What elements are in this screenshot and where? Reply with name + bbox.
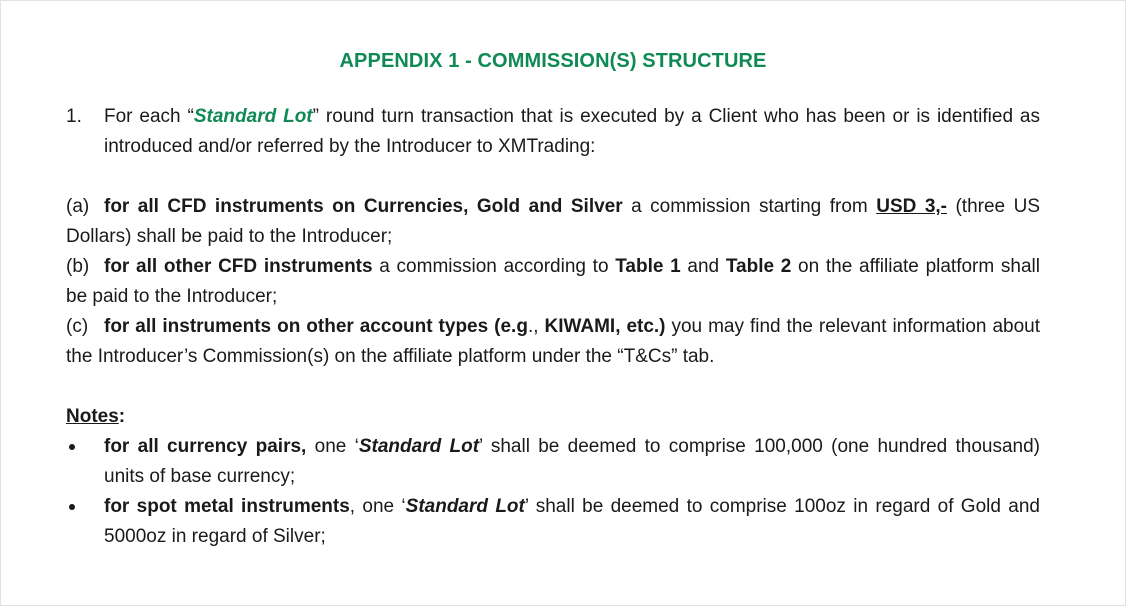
bullet-text-pre: one ‘ — [306, 436, 359, 457]
table-1-ref: Table 1 — [615, 256, 681, 277]
notes-colon: : — [118, 406, 126, 427]
bullet-body — [104, 492, 1040, 552]
bullet-text-post: ’ shall be deemed to comprise 100,000 (one hundred thousand) units of base currency; — [104, 436, 1041, 487]
notes-bullet-1 — [66, 432, 1040, 492]
clause-text: (three US Dollars) shall be paid to the Introducer; — [66, 196, 1040, 247]
clause-a — [66, 192, 1040, 252]
bullet-dot-icon — [66, 492, 104, 552]
clause-bold: for all other CFD instruments — [104, 256, 373, 277]
clause-text: on the affiliate platform shall be paid to the Introducer; — [66, 256, 1040, 307]
item-text-post: ” round turn transaction that is executed by a Client who has been or is identified as introduced and/or referred by the Introducer to XMTrading: — [104, 106, 1040, 157]
standard-lot-emphasis: Standard Lot — [358, 436, 480, 457]
clause-text: and — [680, 256, 726, 277]
standard-lot-emphasis: Standard Lot — [193, 106, 313, 127]
standard-lot-emphasis: Standard Lot — [405, 496, 525, 517]
notes-heading — [66, 402, 1040, 432]
bullet-dot-icon — [66, 432, 104, 492]
item-text-pre: For each “ — [104, 106, 194, 127]
bullet-text-post: ’ shall be deemed to comprise 100oz in regard of Gold and 5000oz in regard of Silver; — [104, 496, 1040, 547]
clause-text: a commission starting from — [622, 196, 877, 217]
clause-bold: for all CFD instruments on Currencies, Gold and Silver — [104, 196, 623, 217]
commission-amount: USD 3,- — [876, 196, 947, 217]
bullet-bold: for all currency pairs, — [104, 436, 307, 457]
numbered-item-1 — [66, 102, 1040, 162]
document-content — [66, 45, 1040, 552]
clause-label: (c) — [66, 316, 89, 337]
clause-bold: KIWAMI, etc.) — [538, 316, 666, 337]
clause-text: a commission according to — [372, 256, 616, 277]
bullet-body — [104, 432, 1040, 492]
spacer — [66, 372, 1040, 402]
appendix-title: APPENDIX 1 - COMMISSION(S) STRUCTURE — [339, 50, 767, 72]
clause-bold: for all instruments on other account types (e.g — [104, 316, 528, 337]
notes-bullet-2 — [66, 492, 1040, 552]
bullet-bold: for spot metal instruments — [104, 496, 350, 517]
item-number: 1. — [66, 106, 82, 127]
bullet-text-pre: , one ‘ — [349, 496, 406, 517]
clause-b — [66, 252, 1040, 312]
notes-heading-label: Notes — [66, 406, 119, 427]
item-body — [104, 102, 1040, 162]
clause-text: ., — [527, 316, 539, 337]
clause-label: (b) — [66, 256, 90, 277]
clause-label: (a) — [66, 196, 90, 217]
clause-text: you may find the relevant information about the Introducer’s Commission(s) on the affiliate platform under the “T&Cs” tab. — [66, 316, 1040, 367]
table-2-ref: Table 2 — [725, 256, 792, 277]
spacer — [66, 162, 1040, 192]
clause-c — [66, 312, 1040, 372]
